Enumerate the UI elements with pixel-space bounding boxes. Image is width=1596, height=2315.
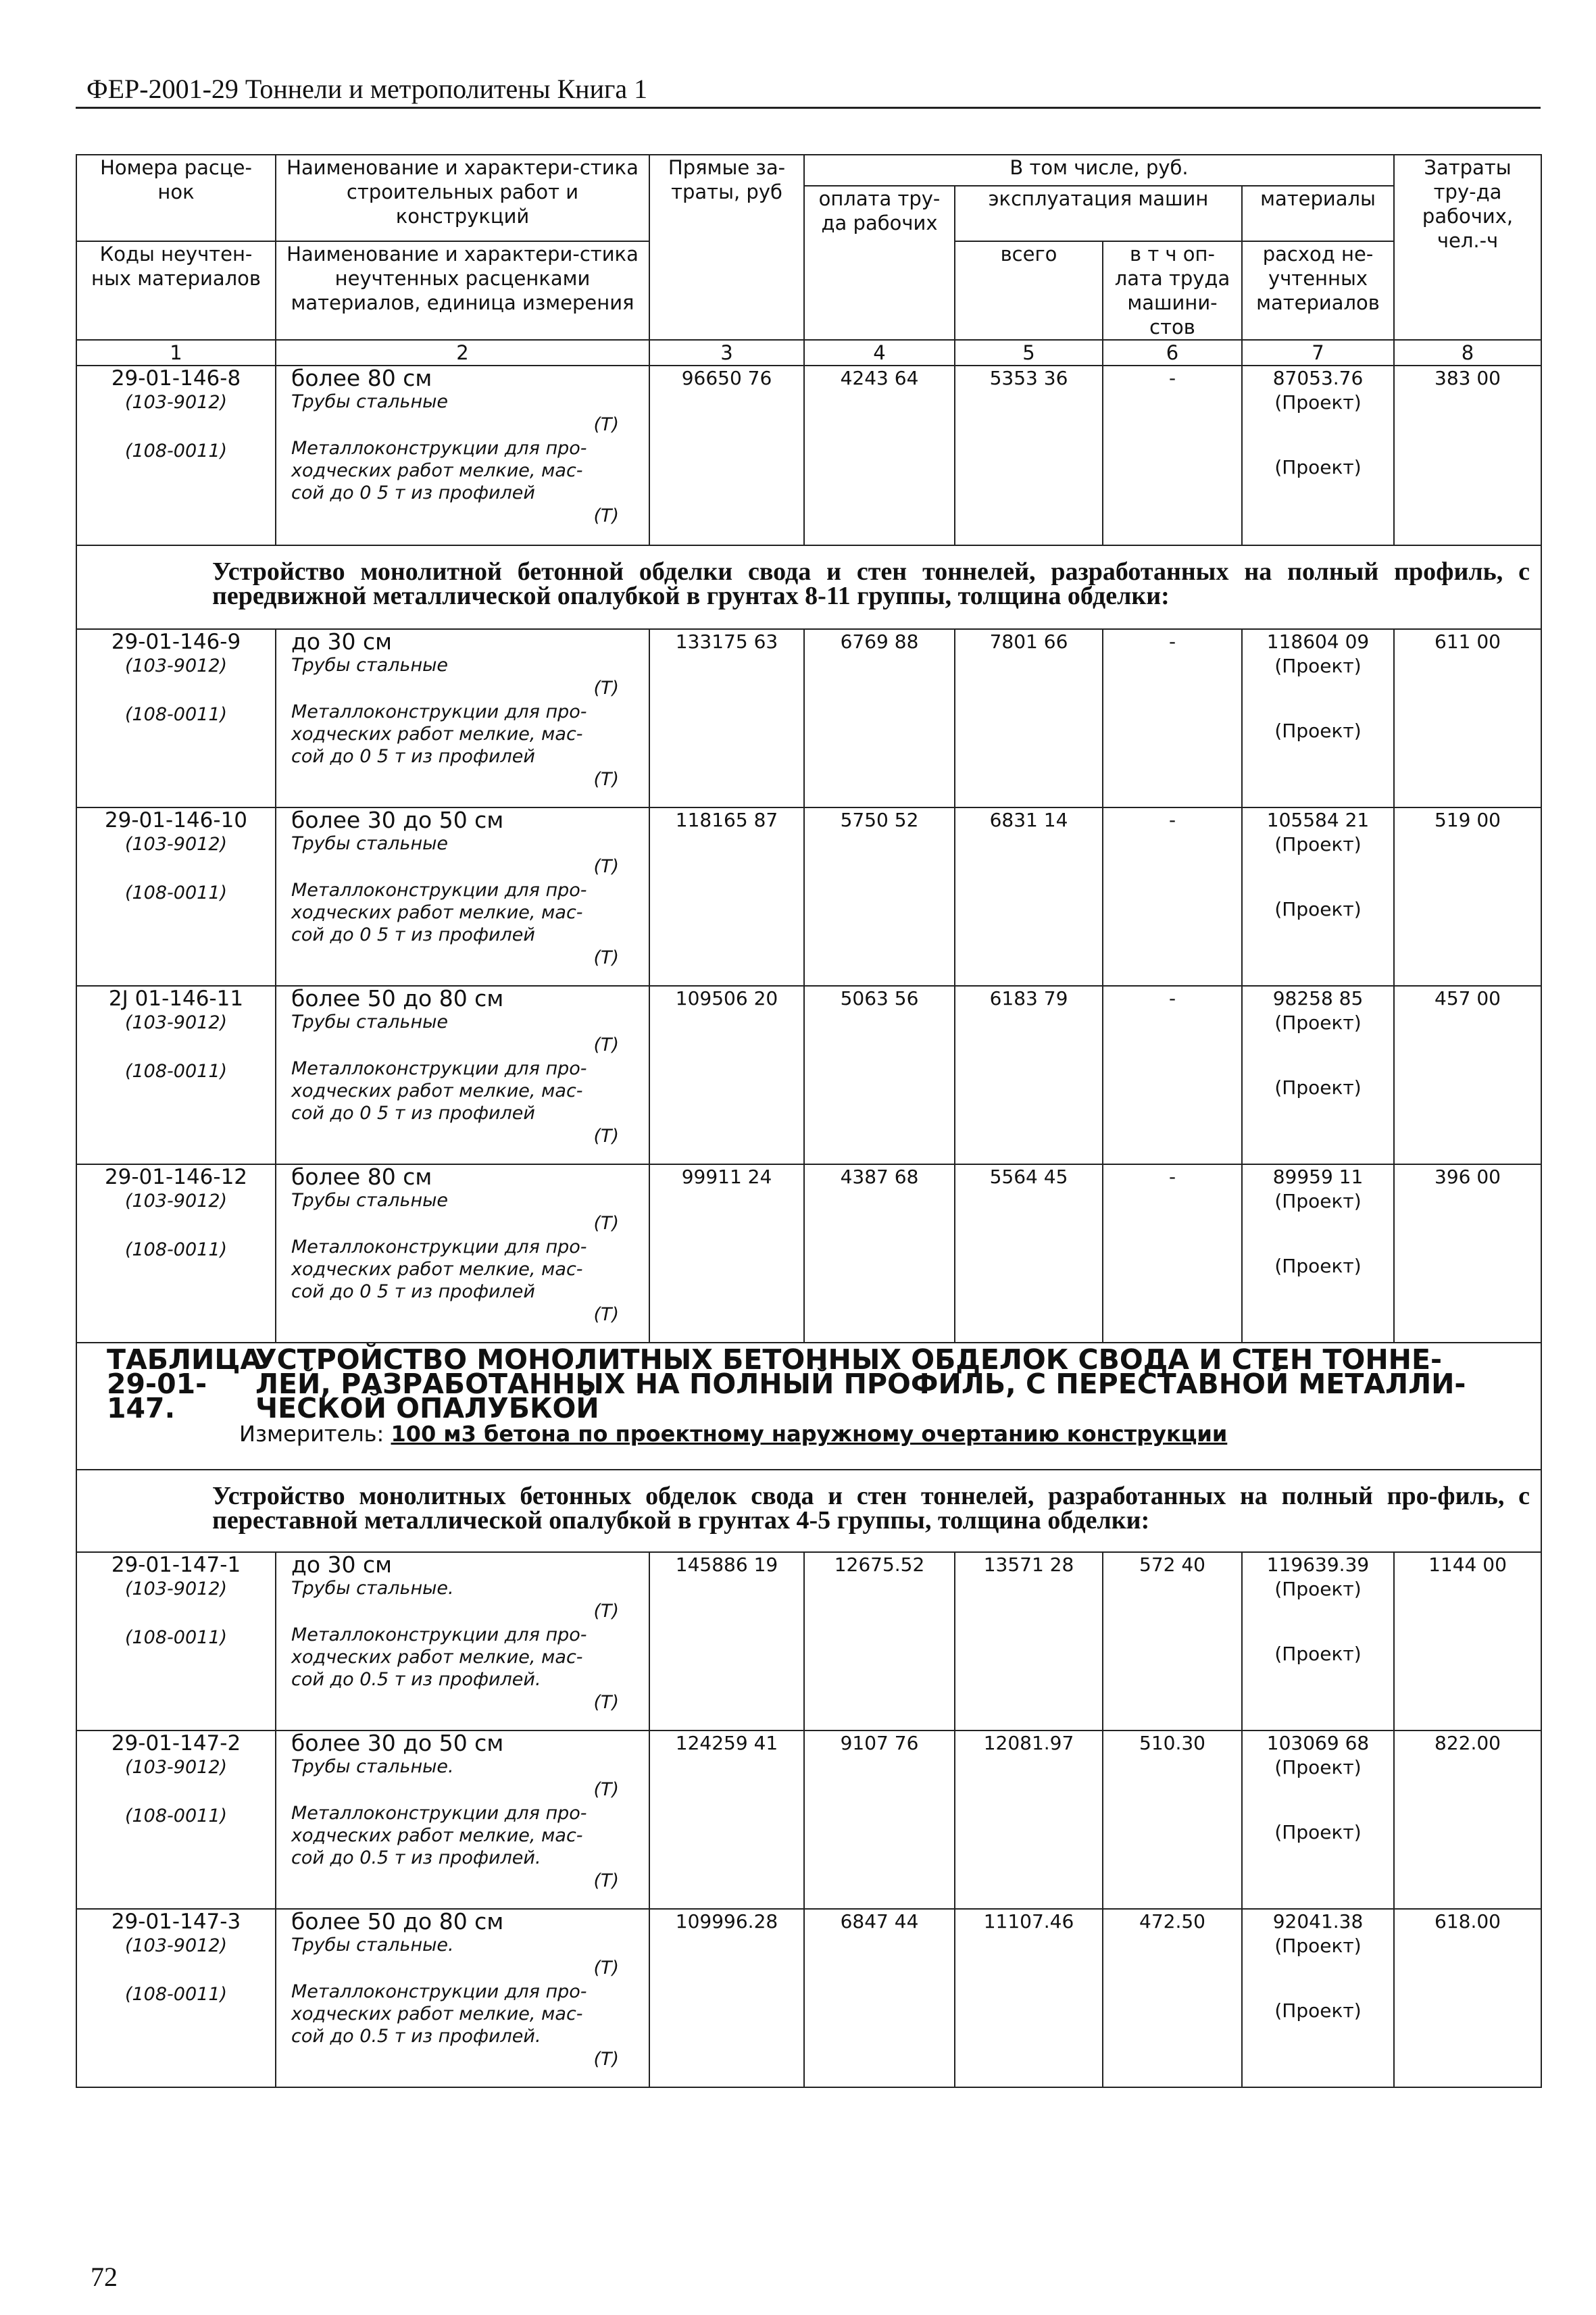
rate-name: более 50 до 80 см [291, 986, 504, 1012]
machine-wage-cell [1103, 1164, 1242, 1343]
wage-costs-cell [804, 1731, 955, 1909]
rates-table [76, 154, 1542, 2088]
machine-wage: - [1168, 809, 1176, 831]
spacer [82, 1035, 270, 1060]
header-material-names: Наименование и характери-стика неучтенных расценками материалов, единица измерения [276, 241, 649, 340]
materials-cell [1242, 807, 1394, 986]
table-title-row [76, 1343, 1541, 1470]
steel-name-line: ходческих работ мелкие, мас- [291, 1647, 583, 1668]
steel-name-line: Металлоконструкции для про- [291, 1624, 587, 1645]
rate-name-cell [276, 366, 649, 545]
machine-costs: 11107.46 [983, 1910, 1074, 1933]
machine-costs-cell [955, 1164, 1103, 1343]
steel-project: (Проект) [1274, 1999, 1362, 2022]
pipes-code: (103-9012) [124, 392, 228, 413]
t-mark: (Т) [593, 769, 619, 790]
rate-name: более 50 до 80 см [291, 1909, 504, 1935]
header-rule [76, 107, 1541, 109]
spacer [82, 1601, 270, 1626]
t-mark: (Т) [593, 678, 619, 699]
rate-row [76, 1731, 1541, 1909]
rate-row [76, 1552, 1541, 1731]
materials-cost: 118604 09 [1266, 630, 1370, 653]
steel-name-line: сой до 0 5 т из профилей [291, 746, 535, 767]
materials-cost: 103069 68 [1266, 1732, 1370, 1754]
rate-code-cell [76, 366, 276, 545]
t-mark: (Т) [593, 2049, 619, 2070]
column-number: 5 [955, 340, 1103, 366]
wage-costs-cell [804, 1909, 955, 2087]
direct-costs: 109506 20 [675, 987, 778, 1010]
t-mark: (Т) [593, 1870, 619, 1891]
direct-costs-cell [649, 986, 804, 1164]
rate-row [76, 629, 1541, 807]
pipes-name: Трубы стальные [291, 391, 449, 412]
rate-name: более 80 см [291, 366, 432, 391]
machine-costs: 7801 66 [989, 630, 1068, 653]
labor-cell [1394, 1164, 1541, 1343]
rate-name-cell [276, 807, 649, 986]
rate-name-cell [276, 1909, 649, 2087]
machine-costs-cell [955, 1909, 1103, 2087]
table-title [76, 1343, 1541, 1470]
t-mark: (Т) [593, 1779, 619, 1800]
spacer [1248, 1601, 1388, 1622]
pipes-code: (103-9012) [124, 1578, 228, 1599]
steel-name-line: ходческих работ мелкие, мас- [291, 902, 583, 923]
rate-code: 29-01-146-10 [104, 808, 248, 832]
materials-cost: 87053.76 [1272, 367, 1364, 389]
section-heading-2-row [76, 1470, 1541, 1552]
labor-costs: 611 00 [1435, 630, 1501, 653]
spacer [82, 1958, 270, 1983]
rate-row [76, 986, 1541, 1164]
spacer [1248, 678, 1388, 699]
machine-costs: 5353 36 [989, 367, 1068, 389]
pipes-project: (Проект) [1274, 1935, 1362, 1957]
steel-name-line: сой до 0 5 т из профилей [291, 1103, 535, 1124]
steel-name-line: Металлоконструкции для про- [291, 438, 587, 459]
steel-name-line: ходческих работ мелкие, мас- [291, 1080, 583, 1101]
column-number: 1 [76, 340, 276, 366]
steel-name-line: ходческих работ мелкие, мас- [291, 724, 583, 745]
wage-costs-cell [804, 986, 955, 1164]
pipes-code: (103-9012) [124, 1757, 228, 1778]
rate-name: до 30 см [291, 629, 393, 655]
rate-name-cell [276, 986, 649, 1164]
materials-cost: 119639.39 [1266, 1553, 1370, 1576]
spacer [1248, 1800, 1388, 1820]
t-mark: (Т) [593, 1601, 619, 1622]
steel-name-line: Металлоконструкции для про- [291, 701, 587, 722]
spacer [82, 857, 270, 881]
materials-cell [1242, 1552, 1394, 1731]
pipes-code: (103-9012) [124, 655, 228, 676]
direct-costs-cell [649, 629, 804, 807]
rate-code-cell [76, 1164, 276, 1343]
t-mark: (Т) [593, 1126, 619, 1147]
t-mark: (Т) [593, 1304, 619, 1325]
pipes-code: (103-9012) [124, 1191, 228, 1212]
labor-costs: 383 00 [1435, 367, 1501, 389]
pipes-name: Трубы стальные. [291, 1935, 454, 1956]
rate-name: более 30 до 50 см [291, 1731, 504, 1756]
pipes-project: (Проект) [1274, 655, 1362, 677]
column-numbers-row [76, 340, 1541, 366]
column-number: 4 [804, 340, 955, 366]
machine-costs: 5564 45 [989, 1166, 1068, 1188]
wage-costs: 12675.52 [834, 1553, 925, 1576]
wage-costs: 9107 76 [840, 1732, 919, 1754]
steel-code: (108-0011) [124, 1061, 228, 1082]
machine-wage-cell [1103, 629, 1242, 807]
spacer [1248, 1622, 1388, 1642]
rate-row [76, 1164, 1541, 1343]
spacer [1248, 1780, 1388, 1800]
steel-name-line: сой до 0 5 т из профилей [291, 482, 535, 503]
wage-costs-cell [804, 1164, 955, 1343]
rate-row [76, 807, 1541, 986]
labor-cell [1394, 1552, 1541, 1731]
materials-cell [1242, 1909, 1394, 2087]
header-machines-total: всего [955, 241, 1103, 340]
machine-costs-cell [955, 366, 1103, 545]
wage-costs-cell [804, 629, 955, 807]
spacer [1248, 1035, 1388, 1055]
spacer [82, 415, 270, 439]
header-machines-wage: в т ч оп-лата труда машини-стов [1103, 241, 1242, 340]
pipes-name: Трубы стальные. [291, 1756, 454, 1777]
spacer [1248, 1958, 1388, 1978]
labor-cell [1394, 1909, 1541, 2087]
pipes-name: Трубы стальные [291, 1190, 449, 1211]
labor-costs: 822.00 [1435, 1732, 1501, 1754]
labor-cell [1394, 629, 1541, 807]
pipes-name: Трубы стальные [291, 1012, 449, 1032]
wage-costs: 5750 52 [840, 809, 919, 831]
rate-code-cell [76, 807, 276, 986]
running-head: ФЕР-2001-29 Тоннели и метрополитены Книга 1 [86, 74, 648, 104]
labor-costs: 1144 00 [1428, 1553, 1507, 1576]
steel-code: (108-0011) [124, 1627, 228, 1648]
section-heading-1-row [76, 545, 1541, 629]
rate-name-cell [276, 1731, 649, 1909]
pipes-code: (103-9012) [124, 1012, 228, 1033]
steel-code: (108-0011) [124, 1806, 228, 1826]
pipes-project: (Проект) [1274, 1190, 1362, 1212]
rate-name: до 30 см [291, 1552, 393, 1578]
t-mark: (Т) [593, 1035, 619, 1055]
spacer [1248, 1234, 1388, 1254]
steel-project: (Проект) [1274, 456, 1362, 478]
spacer [1248, 1214, 1388, 1234]
steel-code: (108-0011) [124, 1984, 228, 2005]
materials-cell [1242, 366, 1394, 545]
pipes-project: (Проект) [1274, 391, 1362, 414]
materials-cell [1242, 986, 1394, 1164]
materials-cost: 92041.38 [1272, 1910, 1364, 1933]
steel-name-line: ходческих работ мелкие, мас- [291, 460, 583, 481]
machine-wage-cell [1103, 1909, 1242, 2087]
steel-name-line: ходческих работ мелкие, мас- [291, 1259, 583, 1280]
header-work-name: Наименование и характери-стика строительных работ и конструкций [276, 155, 649, 241]
steel-name-line: сой до 0.5 т из профилей. [291, 1847, 541, 1868]
machine-costs-cell [955, 1552, 1103, 1731]
header-machines: эксплуатация машин [955, 186, 1242, 241]
pipes-code: (103-9012) [124, 1935, 228, 1956]
steel-project: (Проект) [1274, 1255, 1362, 1277]
labor-costs: 457 00 [1435, 987, 1501, 1010]
header-wage: оплата тру-да рабочих [804, 186, 955, 340]
wage-costs: 5063 56 [840, 987, 919, 1010]
steel-code: (108-0011) [124, 704, 228, 725]
column-number: 6 [1103, 340, 1242, 366]
steel-code: (108-0011) [124, 1239, 228, 1260]
direct-costs-cell [649, 807, 804, 986]
page-number: 72 [91, 2262, 118, 2292]
pipes-name: Трубы стальные [291, 655, 449, 676]
section-heading-1: Устройство монолитной бетонной обделки свода и стен тоннелей, разработанных на полный профиль, с передвижной металлической опалубкой в грунтах 8-11 группы, толщина обделки: [76, 545, 1541, 629]
rate-code: 29-01-147-2 [111, 1731, 241, 1756]
direct-costs: 124259 41 [675, 1732, 778, 1754]
t-mark: (Т) [593, 1958, 619, 1978]
machine-wage: 510.30 [1139, 1732, 1205, 1754]
machine-costs: 13571 28 [983, 1553, 1074, 1576]
rate-code: 29-01-147-3 [111, 1910, 241, 1934]
steel-project: (Проект) [1274, 720, 1362, 742]
t-mark: (Т) [593, 1692, 619, 1713]
table-heading: УСТРОЙСТВО МОНОЛИТНЫХ БЕТОННЫХ ОБДЕЛОК СВОДА И СТЕН ТОННЕ-ЛЕЙ, РАЗРАБОТАННЫХ НА ПОЛНЫЙ ПРОФИЛЬ, С ПЕРЕСТАВНОЙ МЕТАЛЛИ-ЧЕСКОЙ ОПАЛУБКОЙ [255, 1343, 1466, 1424]
rate-name-cell [276, 1164, 649, 1343]
direct-costs: 109996.28 [675, 1910, 778, 1933]
table-number: ТАБЛИЦА 29-01-147. [107, 1343, 262, 1424]
machine-costs-cell [955, 986, 1103, 1164]
t-mark: (Т) [593, 947, 619, 968]
machine-costs: 6831 14 [989, 809, 1068, 831]
machine-wage: 572 40 [1139, 1553, 1205, 1576]
labor-costs: 519 00 [1435, 809, 1501, 831]
spacer [1248, 1978, 1388, 1999]
materials-cost: 98258 85 [1272, 987, 1364, 1010]
spacer [1248, 857, 1388, 877]
machine-costs: 12081.97 [983, 1732, 1074, 1754]
direct-costs-cell [649, 1909, 804, 2087]
wage-costs-cell [804, 807, 955, 986]
measure-label: Измеритель: [239, 1421, 384, 1447]
steel-name-line: ходческих работ мелкие, мас- [291, 2003, 583, 2024]
steel-name-line: Металлоконструкции для про- [291, 1058, 587, 1079]
rate-name-cell [276, 629, 649, 807]
measure-value: 100 м3 бетона по проектному наружному очертанию конструкции [391, 1421, 1228, 1447]
column-number: 8 [1394, 340, 1541, 366]
direct-costs-cell [649, 366, 804, 545]
rate-code: 2J 01-146-11 [108, 987, 244, 1011]
pipes-project: (Проект) [1274, 833, 1362, 855]
machine-wage: - [1168, 1166, 1176, 1188]
steel-project: (Проект) [1274, 898, 1362, 920]
spacer [1248, 435, 1388, 455]
section-heading-2: Устройство монолитных бетонных обделок свода и стен тоннелей, разработанных на полный про-филь, с переставной металлической опалубкой в грунтах 4-5 группы, толщина обделки: [76, 1470, 1541, 1552]
labor-cell [1394, 1731, 1541, 1909]
column-number: 2 [276, 340, 649, 366]
pipes-name: Трубы стальные. [291, 1578, 454, 1599]
wage-costs: 4243 64 [840, 367, 919, 389]
steel-name-line: сой до 0 5 т из профилей [291, 924, 535, 945]
pipes-name: Трубы стальные [291, 833, 449, 854]
steel-project: (Проект) [1274, 1076, 1362, 1099]
machine-wage: 472.50 [1139, 1910, 1205, 1933]
rate-row [76, 366, 1541, 545]
machine-wage-cell [1103, 1731, 1242, 1909]
machine-costs-cell [955, 807, 1103, 986]
header-material-codes: Коды неучтен-ных материалов [76, 241, 276, 340]
table-measure [107, 1422, 1527, 1446]
header-row-1 [76, 155, 1541, 186]
steel-name-line: ходческих работ мелкие, мас- [291, 1825, 583, 1846]
spacer [1248, 1055, 1388, 1076]
rate-code: 29-01-146-8 [111, 366, 241, 391]
rate-code-cell [76, 1909, 276, 2087]
labor-cell [1394, 366, 1541, 545]
column-number: 7 [1242, 340, 1394, 366]
rate-code: 29-01-146-9 [111, 630, 241, 654]
t-mark: (Т) [593, 856, 619, 877]
header-codes: Номера расце-нок [76, 155, 276, 241]
machine-wage-cell [1103, 366, 1242, 545]
direct-costs-cell [649, 1731, 804, 1909]
materials-cell [1242, 1164, 1394, 1343]
pipes-project: (Проект) [1274, 1578, 1362, 1600]
header-materials: материалы [1242, 186, 1394, 241]
pipes-project: (Проект) [1274, 1756, 1362, 1778]
rate-code-cell [76, 1552, 276, 1731]
spacer [1248, 877, 1388, 897]
direct-costs: 96650 76 [681, 367, 772, 389]
steel-name-line: сой до 0 5 т из профилей [291, 1281, 535, 1302]
spacer [1248, 699, 1388, 719]
machine-wage-cell [1103, 986, 1242, 1164]
t-mark: (Т) [593, 1213, 619, 1234]
direct-costs: 133175 63 [675, 630, 778, 653]
header-in-total: В том числе, руб. [804, 155, 1394, 186]
spacer [1248, 415, 1388, 435]
machine-costs: 6183 79 [989, 987, 1068, 1010]
steel-project: (Проект) [1274, 1821, 1362, 1843]
direct-costs: 118165 87 [675, 809, 778, 831]
steel-code: (108-0011) [124, 882, 228, 903]
labor-cell [1394, 986, 1541, 1164]
rate-name: более 80 см [291, 1164, 432, 1190]
machine-wage: - [1168, 630, 1176, 653]
materials-cell [1242, 1731, 1394, 1909]
steel-name-line: сой до 0.5 т из профилей. [291, 2026, 541, 2047]
steel-name-line: Металлоконструкции для про- [291, 880, 587, 901]
machine-wage: - [1168, 367, 1176, 389]
t-mark: (Т) [593, 414, 619, 435]
t-mark: (Т) [593, 505, 619, 526]
header-materials-consumption: расход не-учтенных материалов [1242, 241, 1394, 340]
wage-costs: 4387 68 [840, 1166, 919, 1188]
column-number: 3 [649, 340, 804, 366]
steel-project: (Проект) [1274, 1643, 1362, 1665]
rate-name: более 30 до 50 см [291, 807, 504, 833]
steel-name-line: сой до 0.5 т из профилей. [291, 1669, 541, 1690]
header-labor: Затраты тру-да рабочих, чел.-ч [1394, 155, 1541, 340]
materials-cell [1242, 629, 1394, 807]
machine-costs-cell [955, 1731, 1103, 1909]
labor-costs: 396 00 [1435, 1166, 1501, 1188]
steel-code: (108-0011) [124, 441, 228, 462]
spacer [82, 678, 270, 703]
pipes-code: (103-9012) [124, 834, 228, 855]
rate-code: 29-01-146-12 [104, 1165, 248, 1189]
machine-wage-cell [1103, 1552, 1242, 1731]
spacer [82, 1780, 270, 1804]
rate-code-cell [76, 1731, 276, 1909]
rate-code-cell [76, 629, 276, 807]
materials-cost: 105584 21 [1266, 809, 1370, 831]
direct-costs-cell [649, 1164, 804, 1343]
header-direct-costs: Прямые за-траты, руб [649, 155, 804, 340]
steel-name-line: Металлоконструкции для про- [291, 1981, 587, 2002]
machine-wage-cell [1103, 807, 1242, 986]
materials-cost: 89959 11 [1272, 1166, 1364, 1188]
direct-costs-cell [649, 1552, 804, 1731]
rate-code-cell [76, 986, 276, 1164]
steel-name-line: Металлоконструкции для про- [291, 1803, 587, 1824]
pipes-project: (Проект) [1274, 1012, 1362, 1034]
machine-wage: - [1168, 987, 1176, 1010]
direct-costs: 145886 19 [675, 1553, 778, 1576]
machine-costs-cell [955, 629, 1103, 807]
steel-name-line: Металлоконструкции для про- [291, 1237, 587, 1258]
rate-name-cell [276, 1552, 649, 1731]
wage-costs: 6769 88 [840, 630, 919, 653]
wage-costs-cell [804, 366, 955, 545]
direct-costs: 99911 24 [681, 1166, 772, 1188]
spacer [82, 1214, 270, 1238]
labor-cell [1394, 807, 1541, 986]
wage-costs-cell [804, 1552, 955, 1731]
labor-costs: 618.00 [1435, 1910, 1501, 1933]
rate-row [76, 1909, 1541, 2087]
rate-code: 29-01-147-1 [111, 1553, 241, 1577]
wage-costs: 6847 44 [840, 1910, 919, 1933]
